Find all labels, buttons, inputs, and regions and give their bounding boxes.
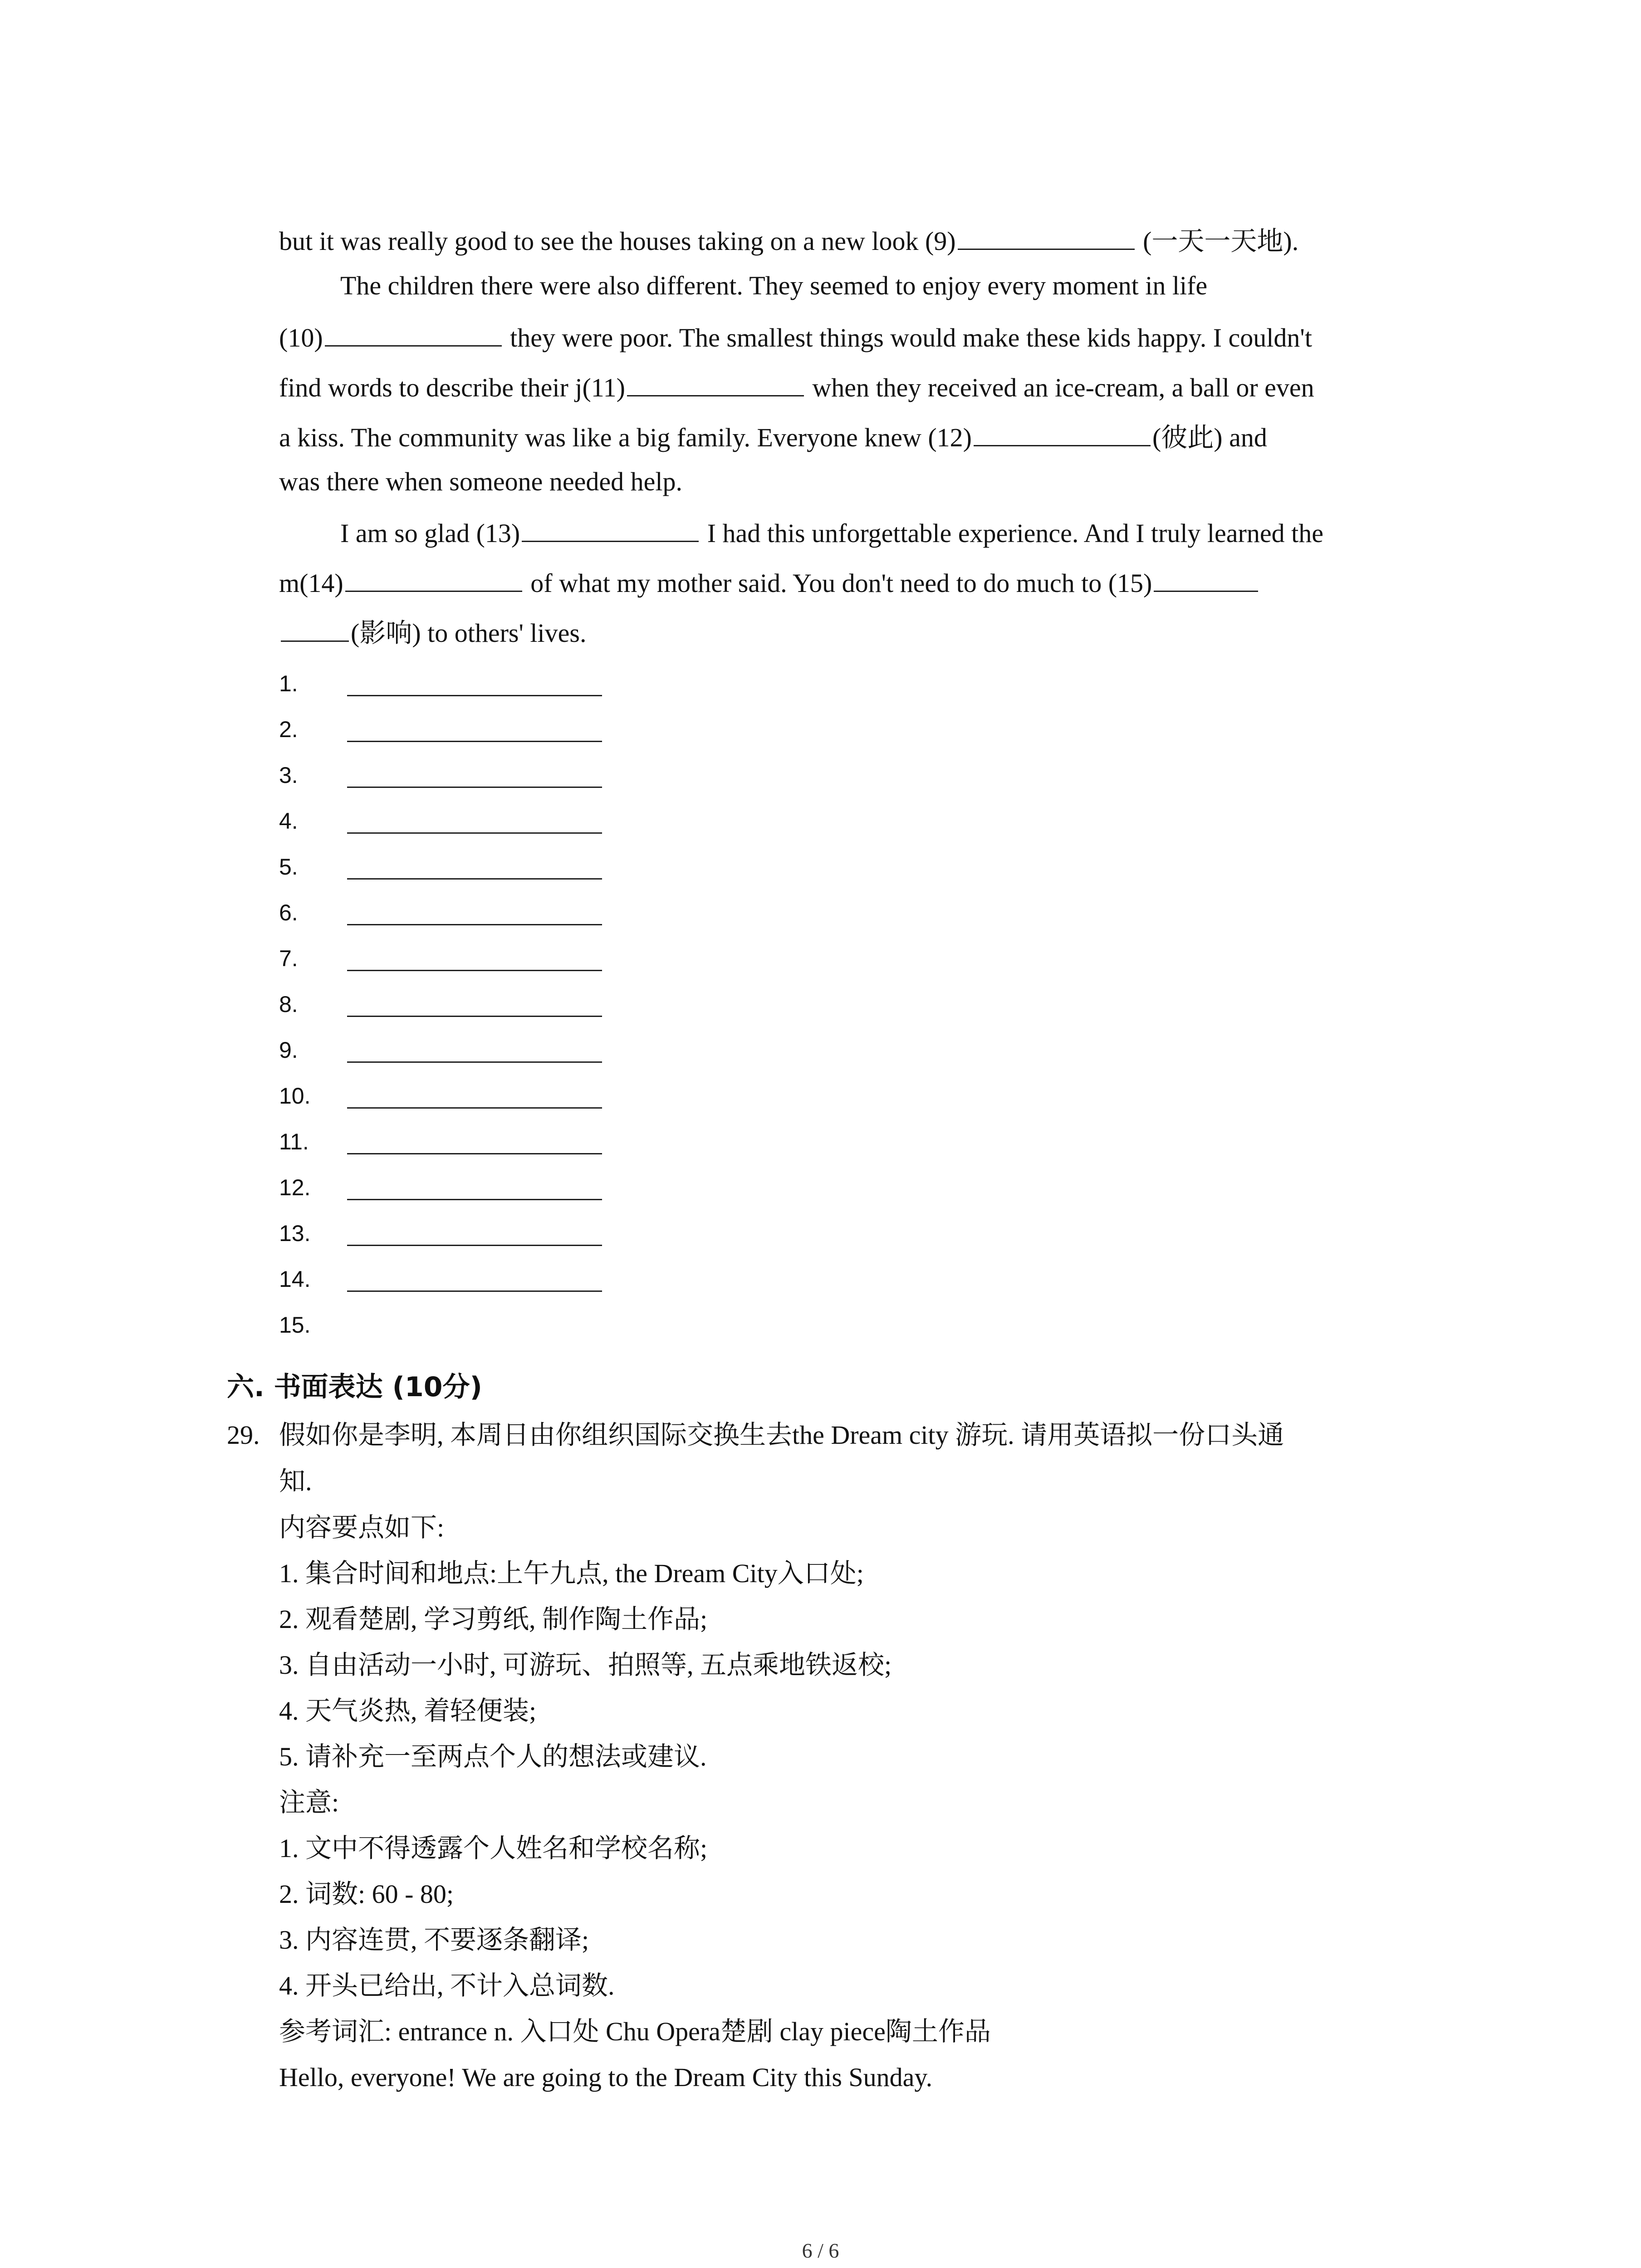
answer-number: 2. (279, 717, 298, 742)
answer-line[interactable] (347, 1153, 602, 1154)
answer-line[interactable] (347, 924, 602, 925)
answer-line[interactable] (347, 832, 602, 834)
answer-row (279, 1305, 642, 1345)
passage-line-11 (279, 369, 1314, 405)
answer-number: 1. (279, 671, 298, 696)
notes-title: 注意: (279, 1788, 339, 1817)
answer-number: 9. (279, 1037, 298, 1063)
answer-row (279, 846, 642, 887)
answer-row (279, 1075, 642, 1116)
passage-text: The children there were also different. They seemed to enjoy every moment in life (340, 271, 1208, 300)
answer-number: 4. (279, 808, 298, 834)
question-prompt-line: 假如你是李明, 本周日由你组织国际交换生去the Dream city 游玩. 请用英语拟一份口头通 (279, 1420, 1284, 1450)
blank-15[interactable] (1154, 564, 1258, 592)
answer-row (279, 1030, 642, 1070)
answer-number: 15. (279, 1312, 311, 1338)
passage-line (340, 269, 1207, 303)
passage-line-9 (279, 222, 1298, 259)
answer-number: 8. (279, 992, 298, 1017)
answer-line[interactable] (347, 1290, 602, 1292)
question-number: 29. (227, 1420, 260, 1450)
answer-line[interactable] (347, 1245, 602, 1246)
answer-row (279, 709, 642, 750)
answer-line[interactable] (347, 878, 602, 880)
section-heading: 六. 书面表达 (10分) (227, 1371, 482, 1403)
reference-vocabulary: 参考词汇: entrance n. 入口处 Chu Opera楚剧 clay piece陶土作品 (279, 2017, 991, 2046)
passage-text: they were poor. The smallest things would make these kids happy. I couldn't (510, 323, 1312, 352)
answer-line[interactable] (347, 970, 602, 971)
answer-row (279, 1121, 642, 1162)
passage-text: (影响) to others' lives. (351, 618, 587, 648)
answer-number: 3. (279, 763, 298, 788)
passage-line-13 (340, 514, 1323, 551)
answer-row (279, 1259, 642, 1300)
answer-row (279, 755, 642, 796)
blank-12[interactable] (974, 419, 1151, 446)
answer-number: 5. (279, 854, 298, 880)
answer-number: 6. (279, 900, 298, 925)
answer-number: 10. (279, 1083, 311, 1109)
passage-text: was there when someone needed help. (279, 467, 683, 496)
passage-text: find words to describe their j(11) (279, 373, 625, 402)
blank-14[interactable] (345, 564, 522, 592)
content-point: 5. 请补充一至两点个人的想法或建议. (279, 1742, 707, 1771)
blank-10[interactable] (325, 319, 502, 347)
content-point: 2. 观看楚剧, 学习剪纸, 制作陶土作品; (279, 1604, 708, 1634)
answer-number: 11. (279, 1129, 309, 1154)
blank-15-continued[interactable] (281, 614, 349, 642)
page-number: 6 / 6 (802, 2239, 839, 2262)
answer-line[interactable] (347, 695, 602, 696)
answer-number: 7. (279, 946, 298, 971)
answer-row (279, 801, 642, 841)
passage-line-12 (279, 419, 1267, 455)
passage-text: when they received an ice-cream, a ball or even (812, 373, 1314, 402)
content-point: 1. 集合时间和地点:上午九点, the Dream City入口处; (279, 1559, 864, 1588)
answer-line[interactable] (347, 1107, 602, 1109)
passage-text: (10) (279, 323, 323, 352)
points-title: 内容要点如下: (279, 1513, 445, 1542)
answer-line[interactable] (347, 1199, 602, 1200)
content-point: 3. 自由活动一小时, 可游玩、拍照等, 五点乘地铁返校; (279, 1650, 892, 1680)
answer-line[interactable] (347, 741, 602, 742)
passage-line (279, 464, 682, 499)
passage-text: of what my mother said. You don't need to do much to (15) (530, 568, 1152, 598)
passage-line-15 (279, 614, 586, 650)
answer-row (279, 984, 642, 1025)
answer-row (279, 1167, 642, 1208)
passage-text: I am so glad (13) (340, 518, 520, 548)
passage-line-14 (279, 564, 1260, 601)
answer-row (279, 938, 642, 979)
answer-line[interactable] (347, 1016, 602, 1017)
content-point: 4. 天气炎热, 着轻便装; (279, 1696, 537, 1725)
passage-text: (一天一天地). (1143, 226, 1299, 256)
answer-number: 13. (279, 1221, 311, 1246)
blank-9[interactable] (958, 222, 1135, 250)
answer-number: 12. (279, 1175, 311, 1200)
passage-line-10 (279, 319, 1312, 355)
question-prompt-line: 知. (279, 1466, 312, 1496)
note-item: 2. 词数: 60 - 80; (279, 1879, 454, 1909)
passage-text: (彼此) and (1152, 423, 1267, 452)
note-item: 4. 开头已给出, 不计入总词数. (279, 1971, 615, 2000)
answer-number: 14. (279, 1266, 311, 1292)
answer-row (279, 1213, 642, 1254)
passage-text: I had this unforgettable experience. And I truly learned the (707, 518, 1323, 548)
answer-line[interactable] (347, 787, 602, 788)
answer-row (279, 892, 642, 933)
passage-text: but it was really good to see the houses taking on a new look (9) (279, 226, 956, 256)
note-item: 1. 文中不得透露个人姓名和学校名称; (279, 1833, 708, 1863)
passage-text: a kiss. The community was like a big family. Everyone knew (12) (279, 423, 972, 452)
blank-13[interactable] (522, 514, 699, 542)
blank-11[interactable] (627, 369, 804, 396)
answer-line[interactable] (347, 1061, 602, 1063)
passage-text: m(14) (279, 568, 343, 598)
note-item: 3. 内容连贯, 不要逐条翻译; (279, 1925, 589, 1955)
answer-row (279, 663, 642, 704)
opening-sentence: Hello, everyone! We are going to the Dream City this Sunday. (279, 2063, 933, 2092)
